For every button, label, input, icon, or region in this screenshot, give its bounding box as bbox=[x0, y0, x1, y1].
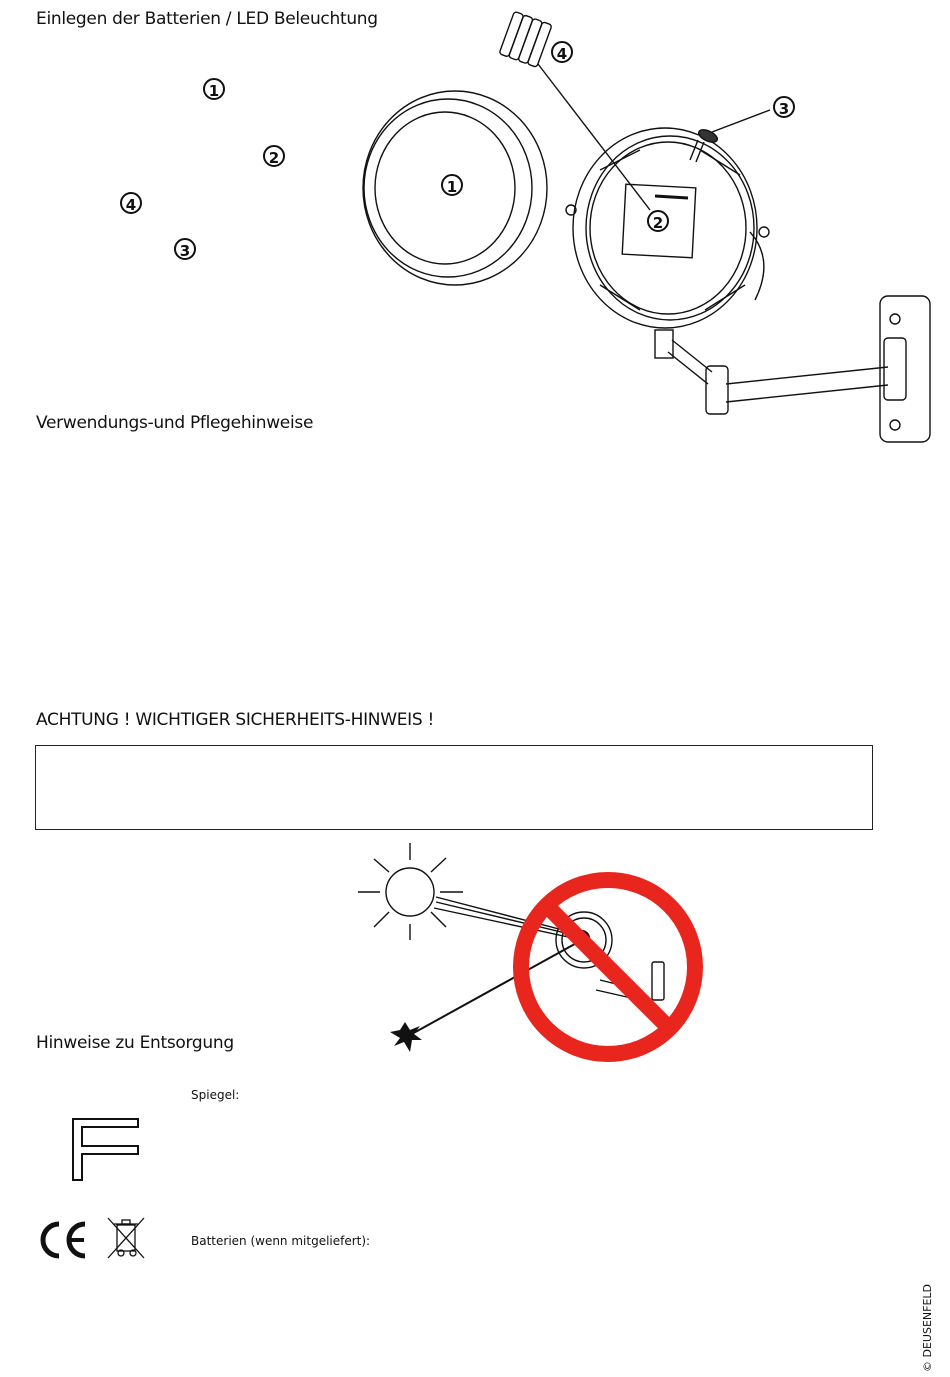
step-marker-2: 2 bbox=[263, 145, 285, 167]
material-mark-icon bbox=[72, 1118, 140, 1182]
step-marker-3: 3 bbox=[174, 238, 196, 260]
diagram-label-compartment: 2 bbox=[647, 210, 669, 232]
diagram-label-cover: 1 bbox=[441, 174, 463, 196]
burn-spark-icon bbox=[390, 1022, 422, 1052]
copyright-text: © DEUSENFELD bbox=[921, 1283, 934, 1372]
step-marker-4: 4 bbox=[120, 192, 142, 214]
disposal-heading: Hinweise zu Entsorgung bbox=[36, 1033, 234, 1053]
step-marker-1: 1 bbox=[203, 78, 225, 100]
diagram-label-switch: 3 bbox=[773, 96, 795, 118]
care-heading: Verwendungs-und Pflegehinweise bbox=[36, 413, 314, 433]
diagram-label-batteries: 4 bbox=[551, 41, 573, 63]
sun-icon bbox=[386, 868, 434, 916]
ce-mark-icon bbox=[37, 1221, 89, 1259]
warning-heading: ACHTUNG ! WICHTIGER SICHERHEITS-HINWEIS ! bbox=[36, 710, 434, 730]
prohibition-sign bbox=[521, 880, 695, 1054]
battery-disposal-label: Batterien (wenn mitgeliefert): bbox=[191, 1234, 371, 1248]
weee-bin-icon bbox=[105, 1216, 147, 1260]
mirror-disposal-label: Spiegel: bbox=[191, 1088, 240, 1102]
battery-heading: Einlegen der Batterien / LED Beleuchtung bbox=[36, 9, 378, 29]
